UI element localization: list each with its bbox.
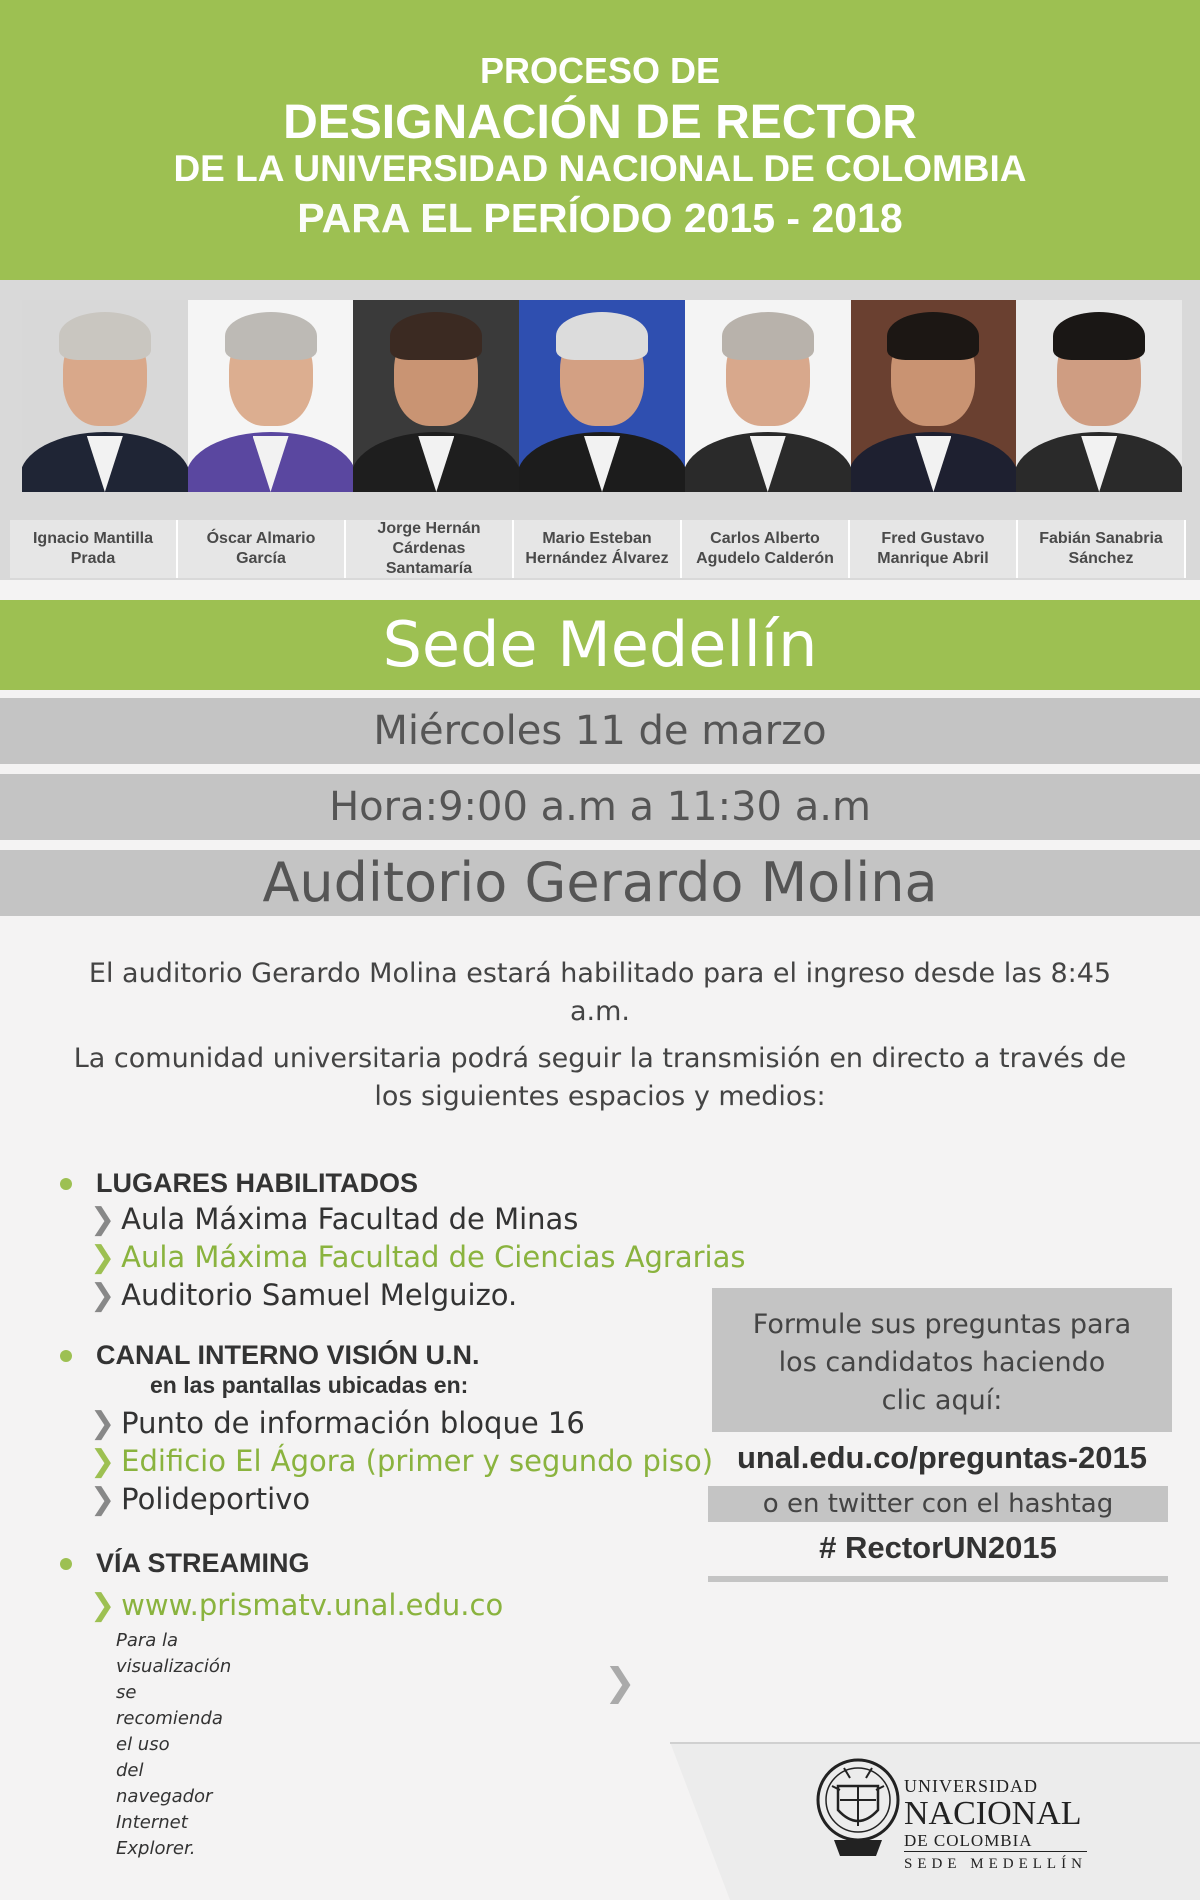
header-line-1: PROCESO DE <box>479 50 721 91</box>
candidate-photo <box>22 300 188 492</box>
header-line-2: DESIGNACIÓN DE RECTOR <box>283 96 917 149</box>
candidates-band <box>0 280 1200 580</box>
candidate-name: Ignacio Mantilla Prada <box>10 520 178 578</box>
candidate-photo <box>685 300 851 492</box>
access-info: El auditorio Gerardo Molina estará habilitado para el ingreso desde las 8:45 a.m. <box>88 958 1112 1027</box>
header-banner <box>0 0 1200 280</box>
candidate-hair <box>225 312 317 360</box>
candidate-photo <box>851 300 1017 492</box>
list-item <box>90 1406 585 1441</box>
divider <box>670 1742 1200 1744</box>
section-subtitle: en las pantallas ubicadas en: <box>150 1372 469 1398</box>
divider <box>708 1576 1168 1582</box>
header-line-4-period: PERÍODO 2015 - 2018 <box>483 195 903 241</box>
header-line-4-prefix: PARA EL <box>297 195 484 241</box>
streaming-note: Para la visualización se recomienda el uso del navegador Internet Explorer. <box>116 1630 232 1859</box>
candidate-hair <box>1053 312 1145 360</box>
candidate-hair <box>556 312 648 360</box>
list-item-label: Edificio El Ágora (primer y segundo piso) <box>121 1444 714 1478</box>
university-logo <box>904 1776 1087 1873</box>
chevron-right-icon: ❯ <box>90 1482 116 1517</box>
list-item <box>90 1278 517 1313</box>
chevron-right-icon: ❯ <box>90 1406 116 1441</box>
chevron-right-icon: ❯ <box>90 1444 116 1479</box>
candidate-photo <box>519 300 685 492</box>
list-item-label: Auditorio Samuel Melguizo. <box>121 1278 518 1312</box>
logo-line-1: UNIVERSIDAD <box>904 1776 1038 1796</box>
candidate-hair <box>390 312 482 360</box>
event-time: Hora:9:00 a.m a 11:30 a.m <box>0 774 1200 840</box>
transmission-info: La comunidad universitaria podrá seguir la transmisión en directo a través de los siguientes espacios y medios: <box>73 1043 1127 1112</box>
candidate-name: Carlos Alberto Agudelo Calderón <box>682 520 850 578</box>
candidate-name: Óscar Almario García <box>178 520 346 578</box>
header-line-3: DE LA UNIVERSIDAD NACIONAL DE COLOMBIA <box>173 148 1027 189</box>
twitter-hashtag: # RectorUN2015 <box>819 1530 1057 1565</box>
list-item-label: Aula Máxima Facultad de Minas <box>121 1202 579 1236</box>
event-venue: Auditorio Gerardo Molina <box>0 850 1200 916</box>
streaming-link-label[interactable]: www.prismatv.unal.edu.co <box>121 1588 504 1622</box>
candidate-name: Fabián Sanabria Sánchez <box>1018 520 1186 578</box>
section-title: VÍA STREAMING <box>96 1548 310 1578</box>
logo-line-4: SEDE MEDELLÍN <box>904 1856 1087 1872</box>
candidate-name: Mario Esteban Hernández Álvarez <box>514 520 682 578</box>
event-date: Miércoles 11 de marzo <box>0 698 1200 764</box>
candidate-names <box>0 520 1200 580</box>
sede-title: Sede Medellín <box>0 600 1200 690</box>
bullet-icon <box>60 1558 72 1570</box>
chevron-right-icon: ❯ <box>90 1278 116 1313</box>
list-item <box>90 1444 713 1479</box>
twitter-text: o en twitter con el hashtag <box>708 1486 1168 1522</box>
list-item-label: Aula Máxima Facultad de Ciencias Agrarias <box>121 1240 746 1274</box>
candidate-name: Jorge Hernán Cárdenas Santamaría <box>346 520 514 578</box>
header-line-4 <box>0 195 1200 242</box>
chevron-right-icon: ❯ <box>604 1660 636 1704</box>
candidate-photos <box>22 300 1182 492</box>
section-title: LUGARES HABILITADOS <box>96 1168 418 1198</box>
bullet-icon <box>60 1178 72 1190</box>
candidate-photo <box>1016 300 1182 492</box>
chevron-right-icon: ❯ <box>90 1240 116 1275</box>
candidate-hair <box>59 312 151 360</box>
bullet-icon <box>60 1350 72 1362</box>
candidate-photo <box>188 300 354 492</box>
questions-box: Formule sus preguntas para los candidatos haciendo clic aquí: <box>712 1288 1172 1432</box>
list-item <box>90 1240 746 1275</box>
chevron-right-icon: ❯ <box>90 1202 116 1237</box>
logo-line-3: DE COLOMBIA <box>904 1831 1087 1852</box>
candidate-hair <box>722 312 814 360</box>
list-item-label: Punto de información bloque 16 <box>121 1406 585 1440</box>
logo-line-2: NACIONAL <box>904 1795 1082 1832</box>
candidate-hair <box>887 312 979 360</box>
list-item <box>90 1482 310 1517</box>
candidate-photo <box>353 300 519 492</box>
section-title: CANAL INTERNO VISIÓN U.N. <box>96 1340 480 1370</box>
chevron-right-icon: ❯ <box>90 1588 116 1623</box>
list-item <box>90 1202 578 1237</box>
list-item-label: Polideportivo <box>121 1482 311 1516</box>
questions-link[interactable]: unal.edu.co/preguntas-2015 <box>737 1440 1147 1475</box>
streaming-link[interactable] <box>90 1588 503 1623</box>
university-seal-icon <box>814 1756 902 1866</box>
candidate-name: Fred Gustavo Manrique Abril <box>850 520 1018 578</box>
